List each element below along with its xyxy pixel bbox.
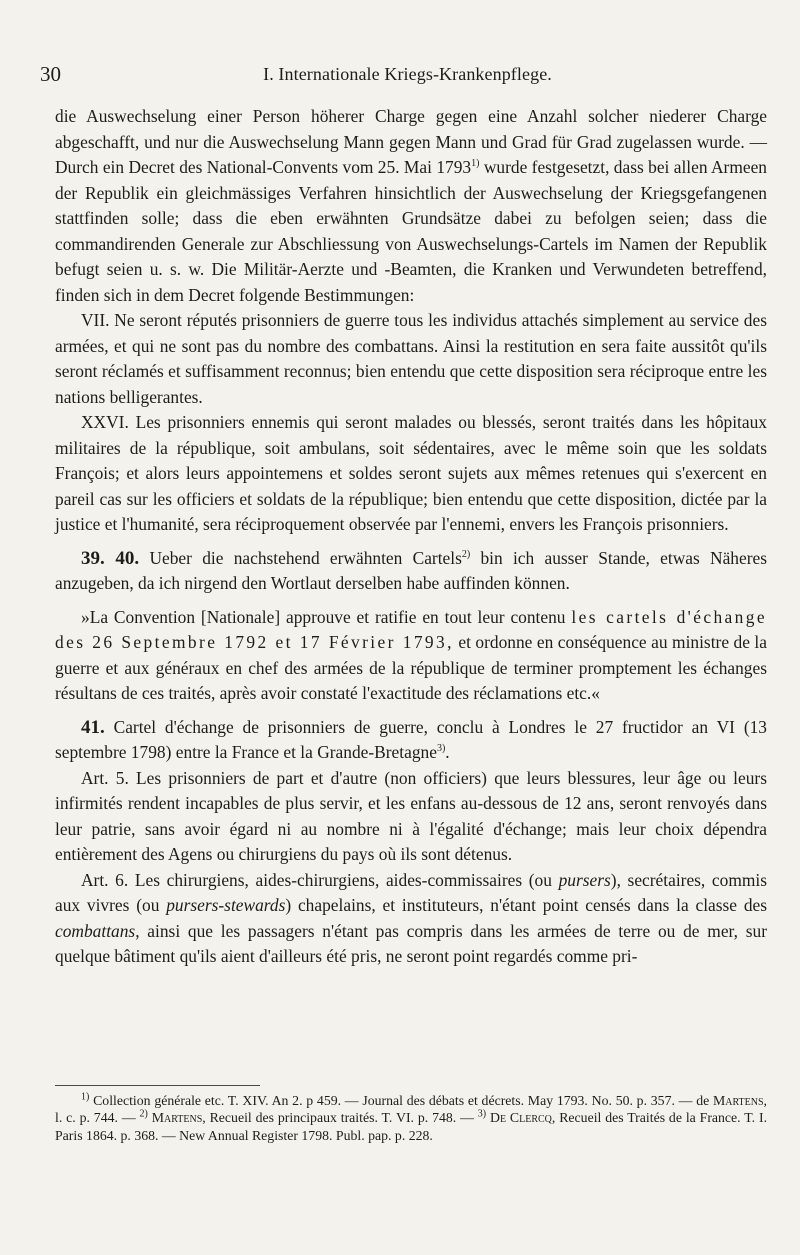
text: Ueber die nachstehend erwähnten Cartels [139, 547, 462, 568]
text: bin ich ausser Stande, etwas Näheres anzugeben, da ich nirgend den Wortlaut derselben habe auffinden können. [55, 547, 767, 593]
body-text [55, 104, 767, 970]
text: »La Convention [Nationale] approuve et ratifie en tout leur contenu [81, 606, 572, 627]
paragraph-convention-quote [55, 605, 767, 707]
footnote-text: , l. c. p. 744. — [55, 1093, 767, 1126]
footnote-divider [55, 1085, 260, 1086]
footnote-ref-2: 2) [461, 548, 471, 560]
author-name: De Clercq [486, 1110, 552, 1126]
footnote-ref-3: 3) [436, 743, 446, 755]
text: et ordonne en conséquence au ministre de la guerre et aux généraux en chef des armées de la république de terminer promptement les échanges résultans de ces traités, après avoir constaté l'exactitude des réclamations etc.« [55, 632, 767, 703]
text: Cartel d'échange de prisonniers de guerre, conclu à Londres le 27 fructidor an VI (13 septembre 1798) entre la France et la Grande-Bretagne [55, 716, 767, 762]
italic-term: combattans [55, 920, 136, 941]
text: Art. 6. Les chirurgiens, aides-chirurgiens, aides-commissaires (ou [81, 869, 559, 890]
page-number: 30 [40, 62, 61, 86]
text: . [445, 742, 450, 762]
paragraph-article-xxvi: XXVI. Les prisonniers ennemis qui seront malades ou blessés, seront traités dans les hôpitaux militaires de la république, soit ambulans, soit sédentaires, avec le même soin que les soldats François; et alors leurs appointemens et soldes seront sujets aux mêmes retenues qui s'exercent en pareil cas sur les officiers et soldats de la république; bien entendu que cette disposition, dictée par la justice et l'humanité, sera réciproquement observée par l'ennemi, envers les François prisonniers. [55, 412, 767, 534]
italic-term: pursers-stewards [166, 895, 286, 915]
footnote-mark-2: 2) [139, 1108, 148, 1120]
footnote-ref-1: 1) [471, 158, 480, 170]
footnotes [55, 1092, 767, 1144]
paragraph-article-vii: VII. Ne seront réputés prisonniers de guerre tous les individus attachés simplement au service des armées, et qui ne sont pas du nombre des combattans. Ainsi la restitution en sera faite aussitôt qu'ils seront réclamés et suffisamment reconnus; bien entendu que cette disposition sera réciproque entre les nations belligerantes. [55, 310, 767, 407]
section-number: 39. 40. [81, 547, 140, 569]
italic-term: pursers [558, 869, 611, 890]
footnote-text: , Recueil des Traités de la France. T. I. Paris 1864. p. 368. — New Annual Register 1798. Publ. pap. p. 228. [55, 1110, 768, 1143]
section-41 [55, 715, 767, 766]
author-name: Martens [712, 1093, 764, 1108]
paragraph-art-5: Art. 5. Les prisonniers de part et d'autre (non officiers) que leurs blessures, leur âge ou leurs infirmités rendent incapables de plus servir, et les enfans au-dessous de 12 ans, seront renvoyés dans leur patrie, sans avoir égard ni au nombre ni à l'égalité d'échange; mais leur choix dépendra entièrement des Agens ou chirurgiens du pays où ils sont détenus. [55, 767, 767, 864]
text: die Auswechselung einer Person höherer Charge gegen eine Anzahl solcher niederer Charge abgeschafft, und nur die Auswechselung Mann gegen Mann und Grad für Grad zugelassen wurde. — Durch ein Decret des National-Convents vom 25. Mai 1793 [55, 106, 767, 177]
text: wurde festgesetzt, dass bei allen Armeen der Republik ein gleichmässiges Verfahren hinsichtlich der Auswechselung der Kriegsgefangenen stattfinden solle; dass die eben erwähnten Grundsätze dabei zu befolgen seien; dass die commandirenden Generale zur Abschliessung von Auswechselungs-Cartels im Namen der Republik befugt seien u. s. w. Die Militär-Aerzte und -Beamten, die Kranken und Verwundeten betreffend, finden sich in dem Decret folgende Bestimmungen: [55, 157, 767, 305]
footnote-text: Collection générale etc. T. XIV. An 2. p 459. — Journal des débats et décrets. May 1793. No. 50. p. 357. — de [89, 1093, 713, 1108]
text: , ainsi que les passagers n'étant pas compris dans les armées de terre ou de mer, sur quelque bâtiment qu'ils aient d'ailleurs été pris, ne seront point regardés comme pri- [55, 920, 767, 966]
footnote-block [55, 1092, 767, 1144]
paragraph-art-6 [55, 868, 767, 970]
author-name: Martens [147, 1110, 203, 1126]
running-title: I. Internationale Kriegs-Krankenpflege. [263, 64, 552, 84]
section-number: 41. [81, 716, 105, 738]
page-header [40, 62, 775, 92]
footnote-text: , Recueil des principaux traités. T. VI. p. 748. — [202, 1110, 478, 1126]
paragraph-intro [55, 104, 767, 308]
text: ) chapelains, et instituteurs, n'étant point censés dans la classe des [285, 895, 767, 915]
footnote-mark-3: 3) [477, 1108, 487, 1120]
spaced-text: les cartels d'échange des 26 Septembre 1792 et 17 Février 1793, [55, 606, 767, 652]
footnote-mark-1: 1) [81, 1091, 90, 1103]
text: ), secrétaires, commis aux vivres (ou [55, 869, 767, 915]
section-39-40 [55, 546, 767, 597]
